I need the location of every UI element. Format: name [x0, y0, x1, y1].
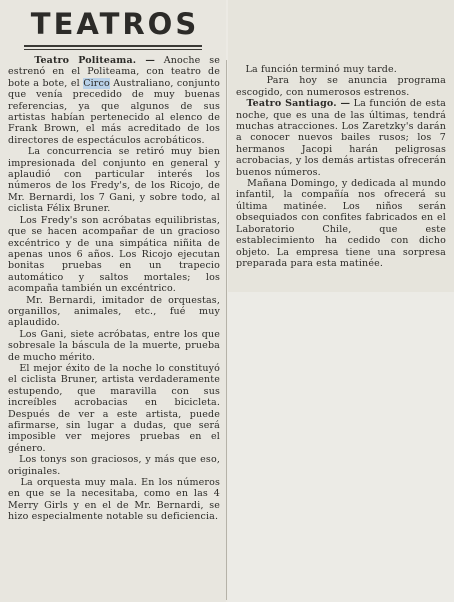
blank-area: [228, 292, 454, 602]
paragraph-politeama: [8, 55, 220, 146]
paragraph-text: Los tonys son graciosos, y más que eso, originales.: [8, 454, 220, 477]
paragraph-gani: [8, 329, 220, 363]
paragraph-text: Australiano, conjunto que venía precedido de muy buenas referencias, ya que algunos de sus artistas habían pertenecido al elenco de Frank Brown, el más acreditado de los directores de espectáculos acrobáticos.: [8, 77, 220, 146]
paragraph-text: La función terminó muy tarde.: [245, 64, 397, 75]
paragraph-fredys: [8, 215, 220, 295]
paragraph-bernardi: [8, 295, 220, 329]
paragraph-text: Para hoy se anuncia programa escogido, con numerosos estrenos.: [236, 75, 446, 98]
paragraph-tonys: [8, 454, 220, 477]
left-column: [8, 55, 220, 523]
venue-heading-santiago: Teatro Santiago. —: [246, 98, 351, 110]
section-title: TEATROS: [30, 7, 200, 41]
highlighted-word[interactable]: Circo: [83, 77, 110, 89]
paragraph-hoy: [236, 75, 446, 98]
paragraph-text: Los Fredy's son acróbatas equilibristas, que se hacen acompañar de un gracioso excéntrico y de una simpática niñita de apenas unos 6 años. Los Ricojo ejecutan bonitas pruebas en un trapecio automático y saltos mortales; los acompaña también un excéntrico.: [8, 214, 220, 295]
paragraph-domingo: [236, 178, 446, 269]
paragraph-funcion: [236, 64, 446, 75]
right-column: [236, 64, 446, 269]
paragraph-text: La concurrencia se retiró muy bien impresionada del conjunto en general y aplaudió con particular interés los números de los Fredy's, de los Ricojo, de Mr. Bernardi, los 7 Gani, y sobre todo, al ciclista Félix Bruner.: [8, 146, 221, 215]
paragraph-santiago: [236, 98, 446, 178]
title-underline: [24, 45, 202, 47]
column-rule: [226, 60, 227, 600]
paragraph-text: La función de esta noche, que es una de las últimas, tendrá muchas atracciones. Los Zaretzky's darán a conocer nuevos bailes rusos; los 7 hermanos Jacopi harán peligrosas acrobacias, y los demás artistas ofrecerán buenos números.: [236, 98, 446, 178]
paragraph-text: Mr. Bernardi, imitador de orquestas, organillos, animales, etc., fué muy aplaudido.: [8, 294, 220, 329]
venue-heading-politeama: Teatro Politeama. —: [34, 55, 155, 66]
paragraph-text: El mejor éxito de la noche lo constituyó el ciclista Bruner, artista verdaderamente estupendo, que maravilla con sus increíbles acrobacias en bicicleta. Después de ver a este artista, puede afirmarse, sin lugar a dudas, que será imposible ver mejores pruebas en el género.: [8, 362, 220, 454]
paragraph-concurrencia: [8, 146, 220, 214]
paragraph-text: Anoche se estrenó en el Politeama, con teatro de bote a bote, el: [8, 55, 220, 89]
paragraph-text: Los Gani, siete acróbatas, entre los que sobresale la báscula de la muerte, prueba de mucho mérito.: [8, 328, 220, 363]
paragraph-bruner: [8, 363, 220, 454]
paragraph-text: Mañana Domingo, y dedicada al mundo infantil, la compañía nos ofrecerá su última matinée. Los niños serán obsequiados con confites fabricados en el Laboratorio Chile, que este establecimiento ha cedido con dicho objeto. La empresa tiene una sorpresa preparada para esta matinée.: [236, 178, 447, 269]
title-underline-thin: [24, 49, 202, 50]
paragraph-text: La orquesta muy mala. En los números en que se la necesitaba, como en las 4 Merry Girls y en el de Mr. Bernardi, se hizo especialmente notable su deficiencia.: [8, 477, 220, 523]
paragraph-orquesta: [8, 477, 220, 523]
